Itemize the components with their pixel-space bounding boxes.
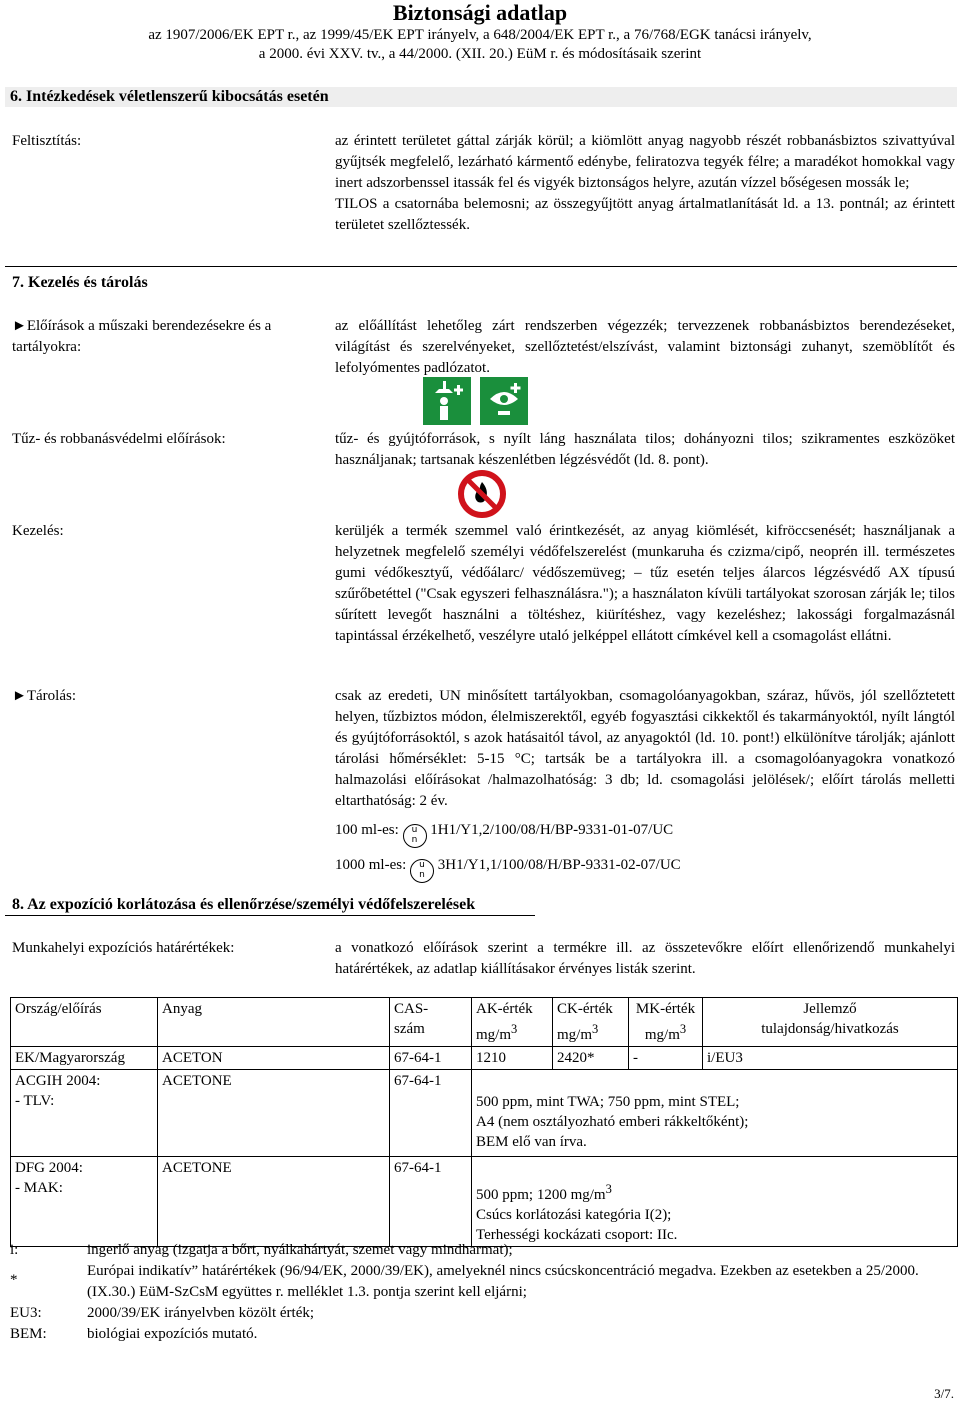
table-cell [11, 1157, 158, 1247]
un-mark-top: u [419, 860, 425, 870]
property-header-line1: Jellemző [803, 1001, 857, 1017]
table-cell: i/EU3 [703, 1047, 958, 1070]
country-line1: DFG 2004: [15, 1160, 83, 1176]
table-cell: ACETONE [158, 1157, 390, 1247]
section-8-underline [5, 915, 535, 916]
exposure-limits-table [10, 997, 958, 1247]
cas-header-line2: szám [394, 1021, 425, 1037]
storage-label: ►Tárolás: [12, 688, 76, 704]
cleanup-text [335, 131, 955, 236]
unit-label: mg/m [557, 1027, 593, 1043]
table-row [11, 1070, 958, 1157]
un-mark-icon [403, 824, 427, 848]
table-cell [11, 1070, 158, 1157]
packaging-100ml-code: 1H1/Y1,2/100/08/H/BP-9331-01-07/UC [430, 822, 674, 838]
note-row [10, 1303, 950, 1324]
unit-exponent: 3 [679, 1022, 687, 1036]
page-number: 3/7. [934, 1386, 954, 1401]
header-line-1: az 1907/2006/EK EPT r., az 1999/45/EK EPT irányelv, a 648/2004/EK EPT r., a 76/768/EGK tanácsi irányelv, [148, 27, 812, 43]
eye-wash-sign-icon [480, 377, 528, 425]
mak-note-3: Terhességi kockázati csoport: IIc. [476, 1227, 678, 1243]
cleanup-paragraph-1: az érintett területet gáttal zárják körül; a kiömlött anyag nagyobb részét robbanásbiztos szivattyúval gyűjtsék megfelelő, lezárható kármentő edénybe, feliratozva tegyék félre; a maradékot homokkal vagy inert adszorbenssel itassák fel és vigyék biztonságos helyre, azután vízzel bőségesen mossák le; [335, 133, 955, 191]
abbreviation-notes [10, 1240, 950, 1345]
table-header-cell [553, 998, 629, 1047]
table-row [11, 1047, 958, 1070]
tlv-note-3: BEM elő van írva. [476, 1134, 587, 1150]
equipment-text: az előállítást lehetőleg zárt rendszerben végezzék; tervezzenek robbanásbiztos berendezéseket, világítást és szerelvényeket, szellőztetést/elszívást, valamint biztonsági zuhanyt, szemöblítőt és lefolyómentes padlózatot. [335, 318, 955, 376]
table-row [11, 1157, 958, 1247]
un-mark-icon [410, 859, 434, 883]
note-text: Európai indikatív” határértékek (96/94/EK, 2000/39/EK), amelyeknél nincs csúcskoncentráció megadva. Ezekben az esetekben a 25/2000. (IX.30.) EüM-SzCsM együttes r. melléklet 1.3. pontja szerint kell eljárni; [87, 1263, 919, 1300]
table-header-cell [703, 998, 958, 1047]
packaging-1000ml-label: 1000 ml-es: [335, 857, 407, 873]
table-cell [472, 1157, 958, 1247]
tlv-note-2: A4 (nem osztályozható emberi rákkeltőként); [476, 1114, 749, 1130]
table-cell: ACETONE [158, 1070, 390, 1157]
exposure-limits-text: a vonatkozó előírások szerint a termékre ill. az összetevőkre előírt ellenőrizendő munkahelyi határértékek, az adatlap kiállításakor érvényes listák szerint. [335, 940, 955, 977]
header-line-2: a 2000. évi XXV. tv., a 44/2000. (XII. 20.) EüM r. és módosításaik szerint [258, 46, 702, 62]
section-8-title: 8. Az expozíció korlátozása és ellenőrzése/személyi védőfelszerelések [12, 896, 476, 913]
note-key: * [10, 1272, 18, 1288]
un-mark-bottom: n [419, 870, 425, 880]
mak-note-1-exponent: 3 [605, 1182, 612, 1196]
property-header-line2: tulajdonság/hivatkozás [761, 1021, 899, 1037]
document-title: Biztonsági adatlap [392, 0, 568, 25]
mak-note-2: Csúcs korlátozási kategória I(2); [476, 1207, 672, 1223]
equipment-label: ►Előírások a műszaki berendezésekre és a tartályokra: [12, 318, 272, 355]
unit-exponent: 3 [592, 1022, 599, 1036]
un-mark-top: u [411, 825, 418, 835]
exposure-limits-label: Munkahelyi expozíciós határértékek: [12, 940, 235, 956]
handling-text: kerüljék a termék szemmel való érintkezését, az anyag kiömlését, kifröccsenését; használjanak a helyzetnek megfelelő személyi védőfelszerelést (munkaruha és czizma/cipő, neoprén ill. természetes gumi védőkesztyű, védőálarc/ védőszemüveg; – tűz esetén teljes álarcos légzésvédő AX típusú szűrőbetéttel ("Csak egyszeri felhasználásra."); a használaton kívüli tartályokat szorosan zárják le; tilos sűrített levegőt használni a töltéshez, kiürítéshez, vagy kezeléshez; lakossági forgalmazásnál tapintással érzékelhető, veszélyre utaló jelképpel ellátott címkével kell a csomagolást ellátni. [335, 523, 955, 644]
fire-text: tűz- és gyújtóforrások, s nyílt láng használata tilos; dohányozni tilos; szikramentes eszközöket használjanak; tartsanak készenlétben légzésvédőt (ld. 8. pont). [335, 431, 955, 468]
ck-header: CK-érték [557, 1001, 613, 1017]
tlv-note-1: 500 ppm, mint TWA; 750 ppm, mint STEL; [476, 1094, 740, 1110]
mak-note-1: 500 ppm; 1200 mg/m [476, 1187, 606, 1203]
un-mark-bottom: n [411, 835, 418, 845]
note-row [10, 1261, 950, 1303]
cleanup-paragraph-2: TILOS a csatornába belemosni; az összegyűjtött anyag ártalmatlanítását ld. a 13. pontnál; az érintett területet szellőztessék. [335, 196, 955, 233]
unit-exponent: 3 [511, 1022, 518, 1036]
cleanup-label: Feltisztítás: [12, 133, 82, 149]
fire-label: Tűz- és robbanásvédelmi előírások: [12, 431, 226, 447]
mk-header: MK-érték [635, 1001, 696, 1017]
table-cell: 67-64-1 [390, 1157, 472, 1247]
packaging-100ml-label: 100 ml-es: [335, 822, 399, 838]
country-line1: ACGIH 2004: [15, 1073, 101, 1089]
cas-header-line1: CAS- [394, 1001, 429, 1017]
table-cell: EK/Magyarország [11, 1047, 158, 1070]
table-header-cell: Ország/előírás [11, 998, 158, 1047]
table-header-cell: Anyag [158, 998, 390, 1047]
storage-text: csak az eredeti, UN minősített tartályokban, csomagolóanyagokban, száraz, hűvös, jól szellőztetett helyen, tűzbiztos módon, élelmiszerektől, egyéb fogyasztási cikkektől és takarmányoktól, nyílt lángtól és gyújtóforrásoktól, s azok hatásaitól távol, az anyagoktól (ld. 10. pont!) elkülönítve tárolják; ajánlott tárolási hőmérséklet: 5-15 °C; tartsák be a tartályokra ill. a csomagolóanyagokra vonatkozó halmazolási előírásokat /halmazolhatóság: 3 db; ld. csomagolási jelölések/; előírt tárolás melletti eltarthatóság: 2 év. [335, 688, 955, 809]
packaging-1000ml-code: 3H1/Y1,1/100/08/H/BP-9331-02-07/UC [437, 857, 681, 873]
unit-label: mg/m [644, 1027, 680, 1043]
table-header-row [11, 998, 958, 1047]
table-cell: ACETON [158, 1047, 390, 1070]
table-cell: 1210 [472, 1047, 553, 1070]
table-cell: 67-64-1 [390, 1070, 472, 1157]
note-row [10, 1324, 950, 1345]
country-line2: - MAK: [15, 1180, 63, 1196]
note-text: biológiai expozíciós mutató. [87, 1326, 258, 1342]
note-text: ingerlő anyag (izgatja a bőrt, nyálkahártyát, szemet vagy mindharmat); [87, 1242, 513, 1258]
section-divider [5, 266, 957, 267]
table-cell: 67-64-1 [390, 1047, 472, 1070]
table-cell: - [629, 1047, 703, 1070]
note-key: EU3: [10, 1305, 42, 1321]
packaging-1000ml [335, 857, 681, 883]
note-key: BEM: [10, 1326, 47, 1342]
note-text: 2000/39/EK irányelvben közölt érték; [87, 1305, 315, 1321]
note-key: i: [10, 1242, 19, 1258]
unit-label: mg/m [476, 1027, 512, 1043]
no-open-flame-sign-icon [458, 470, 506, 518]
ak-header: AK-érték [476, 1001, 533, 1017]
table-header-cell [629, 998, 703, 1047]
country-line2: - TLV: [15, 1093, 55, 1109]
note-row [10, 1240, 950, 1261]
table-cell [472, 1070, 958, 1157]
table-header-cell [472, 998, 553, 1047]
table-cell: 2420* [553, 1047, 629, 1070]
handling-label: Kezelés: [12, 523, 64, 539]
safety-shower-sign-icon [423, 377, 471, 425]
section-6-title: 6. Intézkedések véletlenszerű kibocsátás esetén [5, 87, 957, 107]
section-7-title: 7. Kezelés és tárolás [12, 274, 148, 291]
packaging-100ml [335, 822, 673, 848]
table-header-cell [390, 998, 472, 1047]
